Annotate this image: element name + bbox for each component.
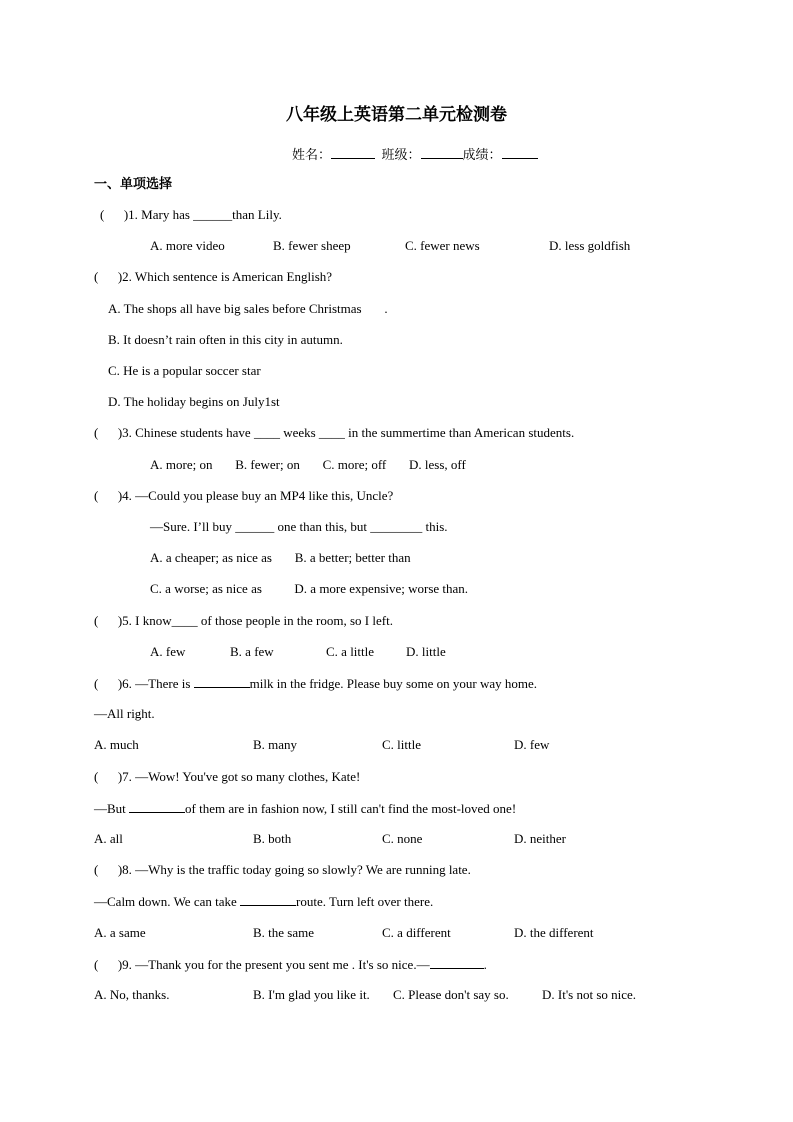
q6-blank bbox=[194, 675, 250, 688]
q8-reply-start: —Calm down. We can take bbox=[94, 894, 241, 909]
class-blank bbox=[421, 146, 463, 159]
q8-option-d: D. the different bbox=[514, 925, 594, 940]
q2-option-a: A. The shops all have big sales before Christmas . bbox=[108, 301, 388, 316]
q9-stem-start: ( )9. —Thank you for the present you sent me . It's so nice.— bbox=[94, 957, 430, 972]
q6-option-a: A. much bbox=[94, 737, 139, 752]
q7-option-d: D. neither bbox=[514, 831, 566, 846]
name-blank bbox=[331, 146, 375, 159]
q8-blank bbox=[240, 893, 296, 906]
q8-option-b: B. the same bbox=[253, 925, 315, 940]
q5-option-d: D. little bbox=[406, 644, 446, 659]
question-7-stem: ( )7. —Wow! You've got so many clothes, Kate! bbox=[94, 769, 361, 784]
q7-option-c: C. none bbox=[382, 831, 423, 846]
score-blank bbox=[502, 146, 538, 159]
q9-option-b: B. I'm glad you like it. bbox=[253, 987, 370, 1002]
q8-reply-end: route. Turn left over there. bbox=[296, 894, 434, 909]
name-label: 姓名： bbox=[292, 147, 332, 162]
score-label: 成绩： bbox=[462, 147, 502, 162]
question-9-stem bbox=[94, 956, 487, 973]
q3-options: A. more; on B. fewer; on C. more; off D. less, off bbox=[150, 457, 466, 472]
q5-option-c: C. a little bbox=[326, 644, 375, 659]
q6-stem-end: milk in the fridge. Please buy some on your way home. bbox=[249, 676, 538, 691]
q1-option-c: C. fewer news bbox=[405, 238, 480, 253]
q7-option-a: A. all bbox=[94, 831, 123, 846]
q7-reply-end: of them are in fashion now, I still can't find the most-loved one! bbox=[185, 801, 517, 816]
question-4-stem: ( )4. —Could you please buy an MP4 like this, Uncle? bbox=[94, 488, 394, 503]
q1-option-b: B. fewer sheep bbox=[273, 238, 351, 253]
q6-reply: —All right. bbox=[94, 706, 155, 721]
question-5-stem: ( )5. I know____ of those people in the room, so I left. bbox=[94, 613, 393, 628]
q4-options-ab: A. a cheaper; as nice as B. a better; better than bbox=[150, 550, 411, 565]
q2-option-c: C. He is a popular soccer star bbox=[108, 363, 261, 378]
q6-option-d: D. few bbox=[514, 737, 550, 752]
q9-option-a: A. No, thanks. bbox=[94, 987, 170, 1002]
q9-stem-end: . bbox=[483, 957, 487, 972]
section-heading: 一、单项选择 bbox=[94, 176, 173, 191]
q1-option-a: A. more video bbox=[150, 238, 225, 253]
q9-blank bbox=[430, 956, 484, 969]
q7-reply bbox=[94, 800, 516, 817]
q7-reply-start: —But bbox=[94, 801, 130, 816]
question-3-stem: ( )3. Chinese students have ____ weeks ____ in the summertime than American students. bbox=[94, 425, 575, 440]
question-6-stem bbox=[94, 675, 537, 692]
page-title: 八年级上英语第二单元检测卷 bbox=[286, 105, 507, 124]
q8-option-c: C. a different bbox=[382, 925, 451, 940]
q6-stem-start: ( )6. —There is bbox=[94, 676, 194, 691]
q5-option-b: B. a few bbox=[230, 644, 274, 659]
q7-option-b: B. both bbox=[253, 831, 292, 846]
q4-options-cd: C. a worse; as nice as D. a more expensive; worse than. bbox=[150, 581, 469, 596]
q2-option-b: B. It doesn’t rain often in this city in autumn. bbox=[108, 332, 343, 347]
q5-option-a: A. few bbox=[150, 644, 186, 659]
q6-option-c: C. little bbox=[382, 737, 421, 752]
q1-option-d: D. less goldfish bbox=[549, 238, 631, 253]
q7-blank bbox=[129, 800, 185, 813]
question-1-stem: ( )1. Mary has ______than Lily. bbox=[100, 207, 282, 222]
question-8-stem: ( )8. —Why is the traffic today going so slowly? We are running late. bbox=[94, 862, 471, 877]
q6-option-b: B. many bbox=[253, 737, 298, 752]
q9-option-d: D. It's not so nice. bbox=[542, 987, 637, 1002]
q2-option-d: D. The holiday begins on July1st bbox=[108, 394, 280, 409]
q9-option-c: C. Please don't say so. bbox=[393, 987, 509, 1002]
q8-reply bbox=[94, 893, 433, 910]
question-2-stem: ( )2. Which sentence is American English? bbox=[94, 269, 333, 284]
q4-reply: —Sure. I’ll buy ______ one than this, but ________ this. bbox=[150, 519, 448, 534]
class-label: 班级： bbox=[381, 147, 421, 162]
student-info-line bbox=[292, 146, 538, 163]
q8-option-a: A. a same bbox=[94, 925, 146, 940]
